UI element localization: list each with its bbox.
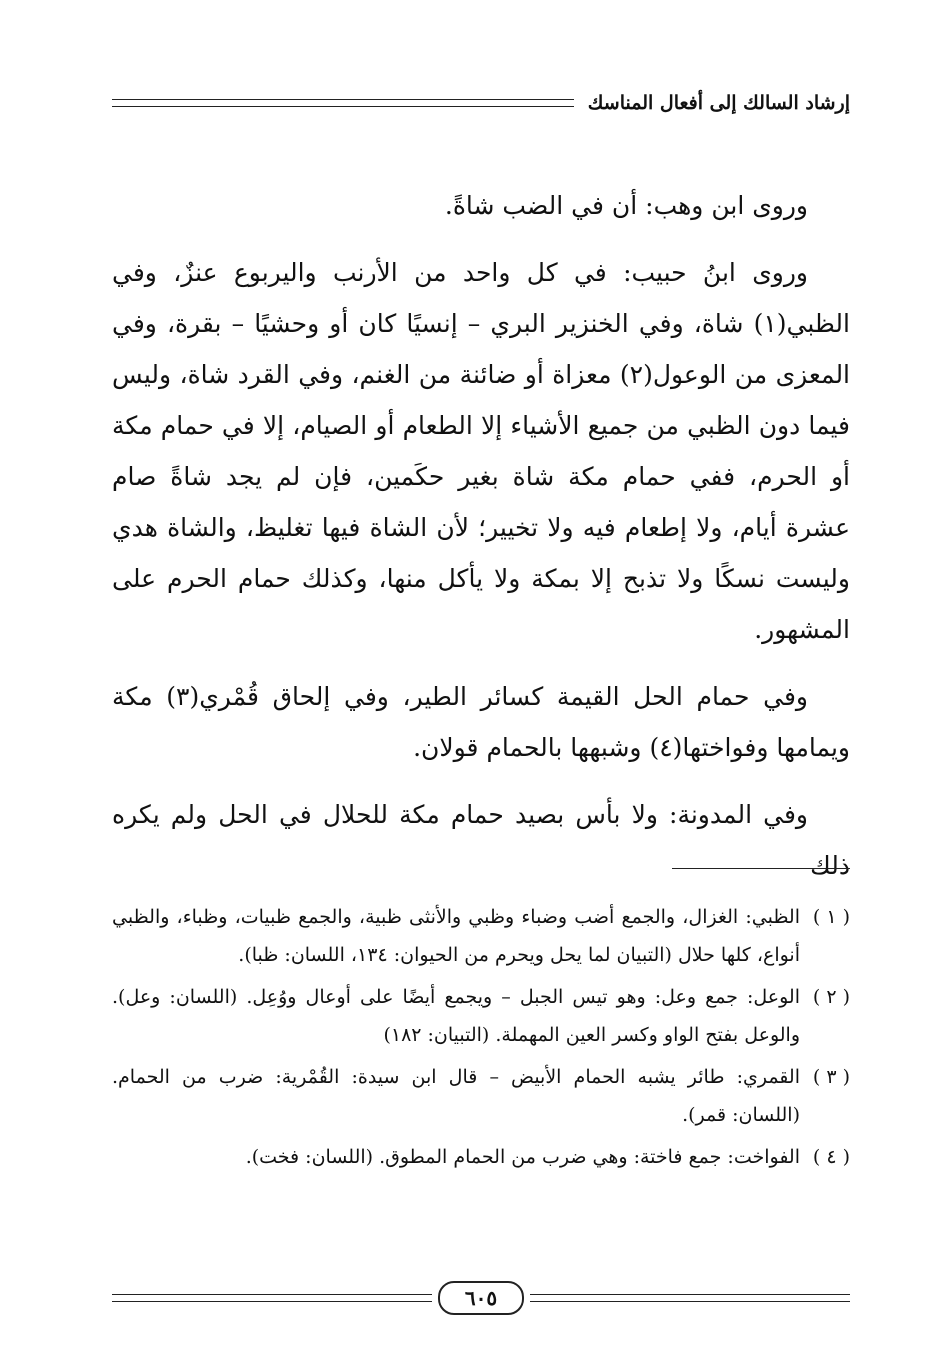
- header-double-rule: [112, 99, 574, 107]
- paragraph-3: وفي حمام الحل القيمة كسائر الطير، وفي إلحاق قُمْري(٣) مكة ويمامها وفواختها(٤) وشبهها بالحمام قولان.: [112, 682, 850, 762]
- paragraph-4: وفي المدونة: ولا بأس بصيد حمام مكة للحلال في الحل ولم يكره ذلك: [112, 800, 850, 880]
- footnote-separator: [672, 868, 850, 869]
- paragraph-2: وروى ابنُ حبيب: في كل واحد من الأرنب واليربوع عنزٌ، وفي الظبي(١) شاة، وفي الخنزير البري – إنسيًا كان أو وحشيًا – بقرة، وفي المعزى من الوعول(٢) معزاة أو ضائنة من الغنم، وفي القرد شاة، وليس فيما دون الظبي من جميع الأشياء إلا الطعام أو الصيام، إلا في حمام مكة أو الحرم، ففي حمام مكة شاة بغير حكَمين، فإن لم يجد شاةً صام عشرة أيام، ولا إطعام فيه ولا تخيير؛ لأن الشاة فيها تغليظ، والشاة هدي وليست نسكًا ولا تذبح إلا بمكة ولا يأكل منها، وكذلك حمام الحرم على المشهور.: [112, 258, 851, 644]
- footnote-text: الفواخت: جمع فاختة: وهي ضرب من الحمام المطوق. (اللسان: فخت).: [245, 1146, 800, 1168]
- footer-rule-left: [112, 1294, 432, 1302]
- footnote-1: [112, 898, 850, 974]
- main-text: [112, 180, 850, 907]
- footnote-text: القمري: طائر يشبه الحمام الأبيض – قال ابن سيدة: القُمْرية: ضرب من الحمام. (اللسان: قمر).: [112, 1066, 800, 1126]
- footnote-text: الظبي: الغزال، والجمع أضب وضباء وظبي والأنثى ظبية، والجمع ظبيات، وظباء، والظبي أنواع، كلها حلال (التبيان لما يحل ويحرم من الحيوان: ١٣٤، اللسان: ظبا).: [112, 906, 800, 966]
- running-header: [112, 88, 850, 118]
- footnote-number: ( ٣ ): [812, 1066, 850, 1088]
- footnote-3: [112, 1058, 850, 1134]
- page-number: ٦٠٥: [438, 1281, 524, 1315]
- footnote-number: ( ٢ ): [812, 986, 850, 1008]
- footnotes: [112, 898, 850, 1180]
- paragraph-1: وروى ابن وهب: أن في الضب شاةً.: [444, 191, 808, 220]
- footnote-text: الوعل: جمع وعل: وهو تيس الجبل – ويجمع أيضًا على أوعال ووُعِل. (اللسان: وعل). والوعل بفتح الواو وكسر العين المهملة. (التبيان: ١٨٢): [112, 986, 800, 1046]
- footnote-number: ( ٤ ): [812, 1146, 850, 1168]
- footer-rule-right: [530, 1294, 850, 1302]
- page-footer: [112, 1280, 850, 1316]
- footnote-number: ( ١ ): [812, 906, 850, 928]
- book-title: إرشاد السالك إلى أفعال المناسك: [587, 92, 850, 114]
- footnote-2: [112, 978, 850, 1054]
- footnote-4: [112, 1138, 850, 1176]
